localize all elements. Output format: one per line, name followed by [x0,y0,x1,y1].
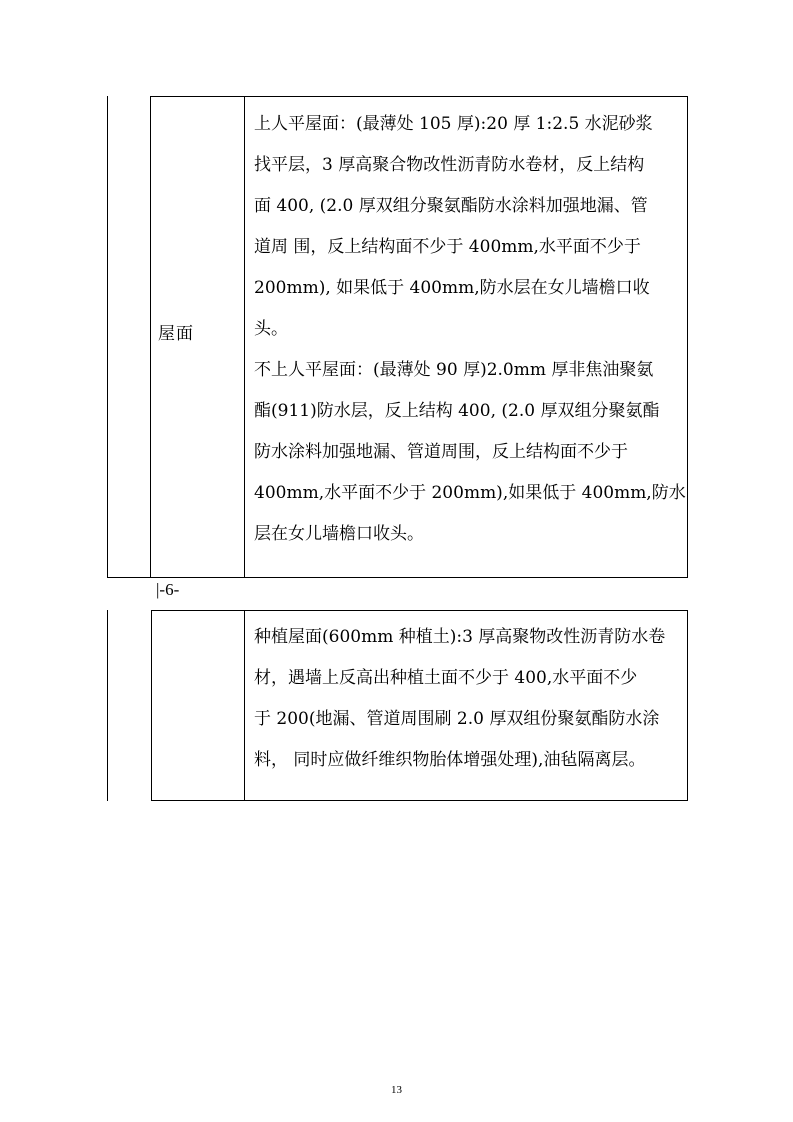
table1-top-border [150,96,688,97]
text-line: 道周 围，反上结构面不少于 400mm,水平面不少于 [254,237,641,257]
table1-description [254,104,686,555]
text-line: 层在女儿墙檐口收头。 [254,524,424,544]
table2-left-edge [107,610,108,801]
text-line: 找平层，3 厚高聚合物改性沥青防水卷材，反上结构 [254,155,645,175]
table1-bottom-border [107,577,688,578]
table2-top-border [151,610,688,611]
table1-col1-border [150,96,151,578]
text-line: 上人平屋面：(最薄处 105 厚):20 厚 1:2.5 水泥砂浆 [254,114,653,134]
text-line: 防水涂料加强地漏、管道周围，反上结构面不少于 [254,442,628,462]
text-line: 酯(911)防水层，反上结构 400, (2.0 厚双组分聚氨酯 [254,401,660,421]
table2-bottom-border [151,800,688,801]
table1-right-border [687,96,688,578]
table1-col2-border [244,96,245,578]
table2-col1-border [151,610,152,801]
text-line: 料， 同时应做纤维织物胎体增强处理),油毡隔离层。 [254,750,646,770]
text-line: 头。 [254,319,288,339]
text-line: 种植屋面(600mm 种植土):3 厚高聚物改性沥青防水卷 [254,627,666,647]
text-line: 400mm,水平面不少于 200mm),如果低于 400mm,防水 [254,483,686,503]
page-number: 13 [391,1084,402,1096]
text-line: 200mm), 如果低于 400mm,防水层在女儿墙檐口收 [254,278,650,298]
text-line: 不上人平屋面：(最薄处 90 厚)2.0mm 厚非焦油聚氨 [254,360,654,380]
text-line: 材，遇墙上反高出种植土面不少于 400,水平面不少 [254,668,638,688]
table2-right-border [687,610,688,801]
table2-col2-border [244,610,245,801]
page-section-marker: |-6- [156,580,180,599]
table2-description [254,617,686,781]
table1-left-edge [107,96,108,578]
text-line: 于 200(地漏、管道周围刷 2.0 厚双组份聚氨酯防水涂 [254,709,660,729]
row-label-roof: 屋面 [158,324,194,344]
text-line: 面 400, (2.0 厚双组分聚氨酯防水涂料加强地漏、管 [254,196,648,216]
